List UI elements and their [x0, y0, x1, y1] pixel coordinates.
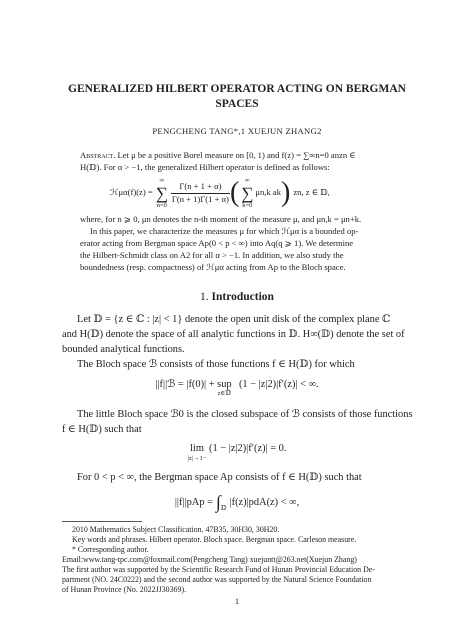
footnote-rule — [62, 521, 142, 522]
sigma-symbol: ∑ — [241, 183, 254, 203]
section-heading — [0, 291, 474, 303]
lim-block — [188, 442, 207, 462]
footnote-funding-2: partment (NO. 24C0222) and the second author was supported by the Natural Science Foundation — [62, 575, 372, 584]
eq-inner-sum-top: ∞ — [245, 176, 250, 184]
footnote-funding-1: The first author was supported by the Scientific Research Fund of Hunan Provincial Education De- — [62, 565, 375, 574]
eq-frac-den: Γ(n + 1)Γ(1 + α) — [171, 193, 229, 204]
abstract-label: Abstract. — [80, 150, 116, 160]
integral-symbol: ∫ — [215, 492, 221, 512]
intro-p3-line1: The little Bloch space ℬ0 is the closed subspace of ℬ consists of those functions — [77, 409, 413, 420]
page-number: 1 — [234, 596, 240, 606]
authors: PENGCHENG TANG*,1 XUEJUN ZHANG2 — [152, 126, 322, 136]
footnote-msc: 2010 Mathematics Subject Classification. 47B35, 30H30, 30H20. — [72, 525, 280, 534]
paper-title-line1: GENERALIZED HILBERT OPERATOR ACTING ON BERGMAN — [68, 83, 406, 95]
eq-fraction — [171, 181, 230, 205]
abstract-line1 — [80, 150, 400, 162]
abstract-text-1: Let μ be a positive Borel measure on [0, 1) and f(z) = ∑∞n=0 anzn ∈ — [117, 150, 356, 160]
intro-p3-line2: f ∈ H(𝔻) such that — [62, 424, 142, 435]
footnote-email: Email:www.tang-tpc.com@foxmail.com(Pengcheng Tang) xuejuntt@263.net(Xuejun Zhang) — [62, 555, 357, 564]
bloch-eq-sub: z∈𝔻 — [217, 390, 231, 397]
intro-p1-line1: Let 𝔻 = {z ∈ ℂ : |z| < 1} denote the open unit disk of the complex plane ℂ — [77, 314, 391, 325]
footnote-keywords: Key words and phrases. Hilbert operator. Bloch space. Bergman space. Carleson measure. — [72, 535, 357, 544]
lim-rhs: (1 − |z|2)|f′(z)| = 0. — [209, 443, 287, 454]
eq-rhs: zn, z ∈ 𝔻, — [293, 187, 330, 198]
intro-p1-line2: and H(𝔻) denote the space of all analytic functions in 𝔻. H∞(𝔻) denote the set of — [62, 329, 405, 340]
lim-word: lim — [190, 443, 204, 454]
eq-inner-sum-bottom: k=0 — [242, 201, 253, 209]
intro-p2-line1: The Bloch space ℬ consists of those functions f ∈ H(𝔻) for which — [77, 359, 355, 370]
abstract-line2: H(𝔻). For α > −1, the generalized Hilbert operator is defined as follows: — [80, 162, 330, 172]
intro-p4-line1: For 0 < p < ∞, the Bergman space Ap consists of f ∈ H(𝔻) such that — [77, 472, 362, 483]
paper-title-line2: SPACES — [215, 98, 259, 110]
berg-eq-rhs: |f(z)|pdA(z) < ∞, — [229, 496, 300, 508]
eq-inner-term: μn,k ak — [255, 187, 281, 198]
abstract-line7: boundedness (resp. compactness) of ℋμα acting from Ap to the Bloch space. — [80, 262, 346, 272]
abstract-line4: In this paper, we characterize the measures μ for which ℋμα is a bounded op- — [90, 226, 359, 236]
intro-p1-line3: bounded analytical functions. — [62, 344, 185, 355]
berg-eq-lhs: ||f||pAp = — [174, 496, 213, 508]
eq-outer-sum-bottom: n=0 — [156, 201, 167, 209]
footnote-funding-3: of Hunan Province (No. 2022JJ30369). — [62, 585, 187, 594]
eq-left-paren: ( — [229, 177, 240, 209]
sigma-symbol: ∑ — [155, 183, 168, 203]
abstract-line6: the Hilbert-Schmidt class on A2 for all α > −1. In addition, we also study the — [80, 250, 344, 260]
abstract-equation — [110, 176, 330, 210]
eq-outer-sum — [156, 177, 168, 210]
eq-lhs: ℋμα(f)(z) = — [110, 187, 153, 198]
eq-outer-sum-top: ∞ — [159, 176, 165, 184]
lim-sub: |z|→1− — [187, 455, 207, 462]
integral-block — [216, 492, 227, 512]
eq-frac-num: Γ(n + 1 + α) — [171, 181, 230, 194]
section-title: Introduction — [211, 291, 274, 303]
footnote-corresponding: * Corresponding author. — [72, 545, 149, 554]
abstract-line5: erator acting from Bergman space Ap(0 < p < ∞) into Aq(q ⩾ 1). We determine — [80, 238, 354, 248]
eq-right-paren: ) — [281, 177, 291, 209]
section-number: 1. — [200, 291, 209, 303]
eq-inner-sum — [241, 177, 253, 210]
little-bloch-equation — [0, 442, 474, 462]
bloch-eq-rhs: (1 − |z|2)|f′(z)| < ∞. — [238, 379, 319, 390]
abstract-line3: where, for n ⩾ 0, μn denotes the n-th moment of the measure μ, and μn,k = μn+k. — [80, 214, 362, 224]
bergman-equation — [0, 490, 474, 514]
bloch-eq-lhs: ||f||ℬ = |f(0)| + sup — [155, 379, 232, 390]
integral-sub: 𝔻 — [220, 505, 227, 512]
